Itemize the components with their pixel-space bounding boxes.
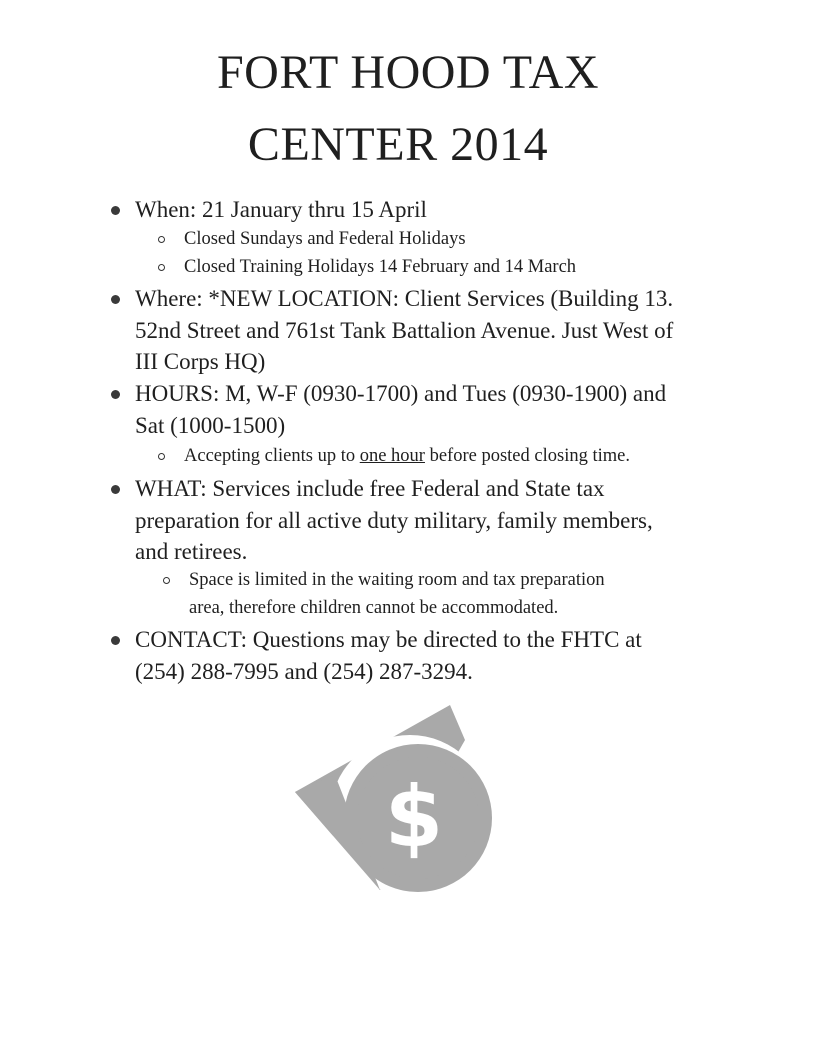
where-line-2: 52nd Street and 761st Tank Battalion Avenue. Just West of bbox=[135, 317, 674, 343]
sub-item-closed-sundays bbox=[184, 225, 466, 253]
sub-bullet-icon bbox=[158, 453, 165, 460]
where-line-3: III Corps HQ) bbox=[135, 349, 266, 374]
list-item-contact bbox=[135, 624, 642, 687]
list-item-where bbox=[135, 283, 673, 378]
hours-line-2: Sat (1000-1500) bbox=[135, 412, 286, 438]
sub-item-closed-training bbox=[184, 253, 576, 281]
sub-bullet-icon bbox=[158, 236, 165, 243]
bullet-icon bbox=[111, 390, 120, 399]
hours-line-1: HOURS: M, W-F (0930-1700) and Tues (0930-1900) and bbox=[135, 381, 667, 406]
sub-bullet-icon bbox=[158, 264, 165, 271]
contact-line-2: (254) 288-7995 and (254) 287-3294. bbox=[135, 658, 473, 684]
list-item-when bbox=[135, 194, 427, 226]
page-title-line-1: FORT HOOD TAX bbox=[216, 46, 600, 99]
accepting-prefix: Accepting clients up to bbox=[184, 446, 360, 466]
when-text: When: 21 January thru 15 April bbox=[135, 197, 427, 222]
sub-item-text: Closed Sundays and Federal Holidays bbox=[184, 229, 466, 249]
where-line-1: Where: *NEW LOCATION: Client Services (Building 13. bbox=[135, 286, 674, 311]
accepting-underlined: one hour bbox=[359, 446, 425, 466]
page-title-line-2: CENTER 2014 bbox=[247, 118, 549, 171]
dollar-logo bbox=[290, 700, 530, 900]
what-line-2: preparation for all active duty military, family members, bbox=[135, 507, 653, 533]
space-line-1: Space is limited in the waiting room and tax preparation bbox=[189, 570, 605, 590]
bullet-icon bbox=[111, 485, 120, 494]
space-line-2: area, therefore children cannot be accommodated. bbox=[189, 598, 559, 618]
sub-item-space-limited bbox=[189, 566, 605, 622]
dollar-sign-icon: $ bbox=[384, 768, 444, 866]
sub-item-text: Closed Training Holidays 14 February and 14 March bbox=[184, 257, 577, 277]
sub-bullet-icon bbox=[163, 577, 170, 584]
bullet-icon bbox=[111, 636, 120, 645]
list-item-what bbox=[135, 473, 653, 568]
bullet-icon bbox=[111, 206, 120, 215]
list-item-hours bbox=[135, 378, 666, 441]
sub-item-accepting-clients bbox=[184, 442, 630, 470]
what-line-1: WHAT: Services include free Federal and State tax bbox=[135, 476, 605, 501]
what-line-3: and retirees. bbox=[135, 539, 248, 564]
bullet-icon bbox=[111, 295, 120, 304]
contact-line-1: CONTACT: Questions may be directed to the FHTC at bbox=[135, 627, 642, 652]
accepting-suffix: before posted closing time. bbox=[424, 446, 630, 466]
